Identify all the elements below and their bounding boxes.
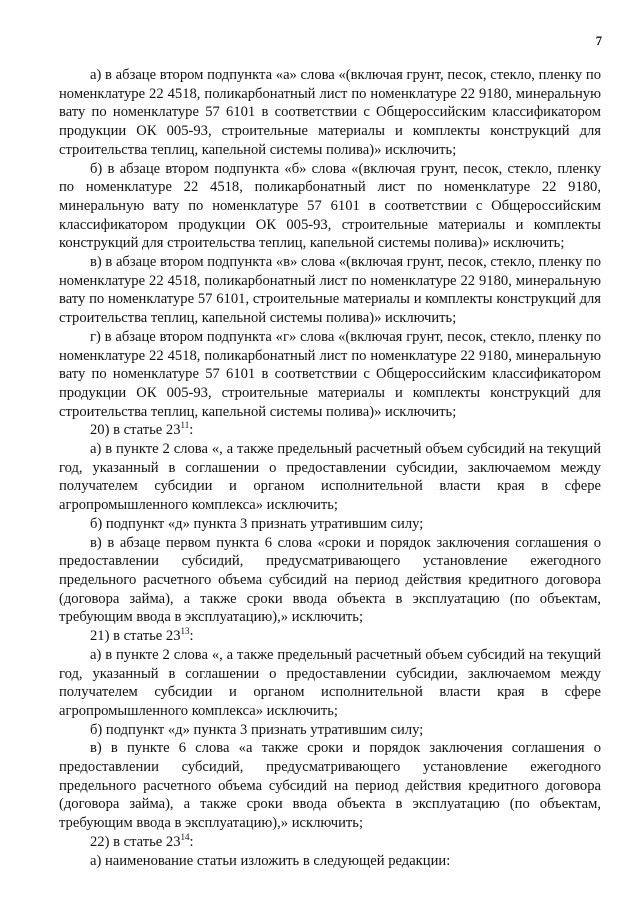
paragraph: г) в абзаце втором подпункта «г» слова «(включая грунт, песок, стекло, пленку по номенклатуре 22 4518, поликарбонатный лист по номенклатуре 22 9180, минеральную вату по номенклатуре 57 6101 в соответствии с Общероссийским классификатором продукции ОК 005-93, строительные материалы и комплекты конструкций для строительства теплиц, капельной системы полива)» исключить; <box>59 328 601 420</box>
heading-colon: : <box>189 833 194 850</box>
document-body <box>59 66 601 870</box>
article-superscript: 11 <box>180 420 190 431</box>
paragraph: б) подпункт «д» пункта 3 признать утратившим силу; <box>90 721 424 738</box>
paragraph: в) в пункте 6 слова «а также сроки и порядок заключения соглашения о предоставлении субсидий, предусматривающего установление ежегодного предельного расчетного объема субсидий на период действия кредитного договора (договора займа), а также сроки ввода объекта в эксплуатацию (по объектам, требующим ввода в эксплуатацию),» исключить; <box>59 740 601 832</box>
heading-colon: : <box>189 422 194 439</box>
page-number: 7 <box>595 34 602 48</box>
heading-colon: : <box>189 628 194 645</box>
paragraph: а) наименование статьи изложить в следующей редакции: <box>90 852 451 869</box>
article-superscript: 14 <box>180 831 190 842</box>
heading-text: 21) в статье 23 <box>90 628 181 645</box>
paragraph: в) в абзаце первом пункта 6 слова «сроки и порядок заключения соглашения о предоставлении субсидий, предусматривающего установление ежегодного предельного расчетного объема субсидий на период действия кредитного договора (договора займа), а также сроки ввода объекта в эксплуатацию (по объектам, требующим ввода в эксплуатацию),» исключить; <box>59 534 601 626</box>
article-heading <box>59 421 601 440</box>
paragraph: а) в пункте 2 слова «, а также предельный расчетный объем субсидий на текущий год, указанный в соглашении о предоставлении субсидии, заключаемом между получателем субсидии и органом исполнительной власти края в сфере агропромышленного комплекса» исключить; <box>59 646 601 719</box>
article-heading <box>59 833 601 852</box>
paragraph: в) в абзаце втором подпункта «в» слова «(включая грунт, песок, стекло, пленку по номенклатуре 22 4518, поликарбонатный лист по номенклатуре 22 9180, минеральную вату по номенклатуре 57 6101, строительные материалы и комплекты конструкций для строительства теплиц, капельной системы полива)» исключить; <box>59 254 601 327</box>
paragraph: б) подпункт «д» пункта 3 признать утратившим силу; <box>90 515 424 532</box>
article-superscript: 13 <box>180 626 190 637</box>
heading-text: 20) в статье 23 <box>90 422 181 439</box>
article-heading <box>59 627 601 646</box>
paragraph: а) в абзаце втором подпункта «а» слова «(включая грунт, песок, стекло, пленку по номенклатуре 22 4518, поликарбонатный лист по номенклатуре 22 9180, минеральную вату по номенклатуре 57 6101 в соответствии с Общероссийским классификатором продукции ОК 005-93, строительные материалы и комплекты конструкций для строительства теплиц, капельной системы полива)» исключить; <box>59 67 601 158</box>
paragraph: а) в пункте 2 слова «, а также предельный расчетный объем субсидий на текущий год, указанный в соглашении о предоставлении субсидии, заключаемом между получателем субсидии и органом исполнительной власти края в сфере агропромышленного комплекса» исключить; <box>59 441 601 514</box>
paragraph: б) в абзаце втором подпункта «б» слова «(включая грунт, песок, стекло, пленку по номенклатуре 22 4518, поликарбонатный лист по номенклатуре 22 9180, минеральную вату по номенклатуре 57 6101 в соответствии с Общероссийским классификатором продукции ОК 005-93, строительные материалы и комплекты конструкций для строительства теплиц, капельной системы полива)» исключить; <box>59 160 601 252</box>
heading-text: 22) в статье 23 <box>90 833 181 850</box>
